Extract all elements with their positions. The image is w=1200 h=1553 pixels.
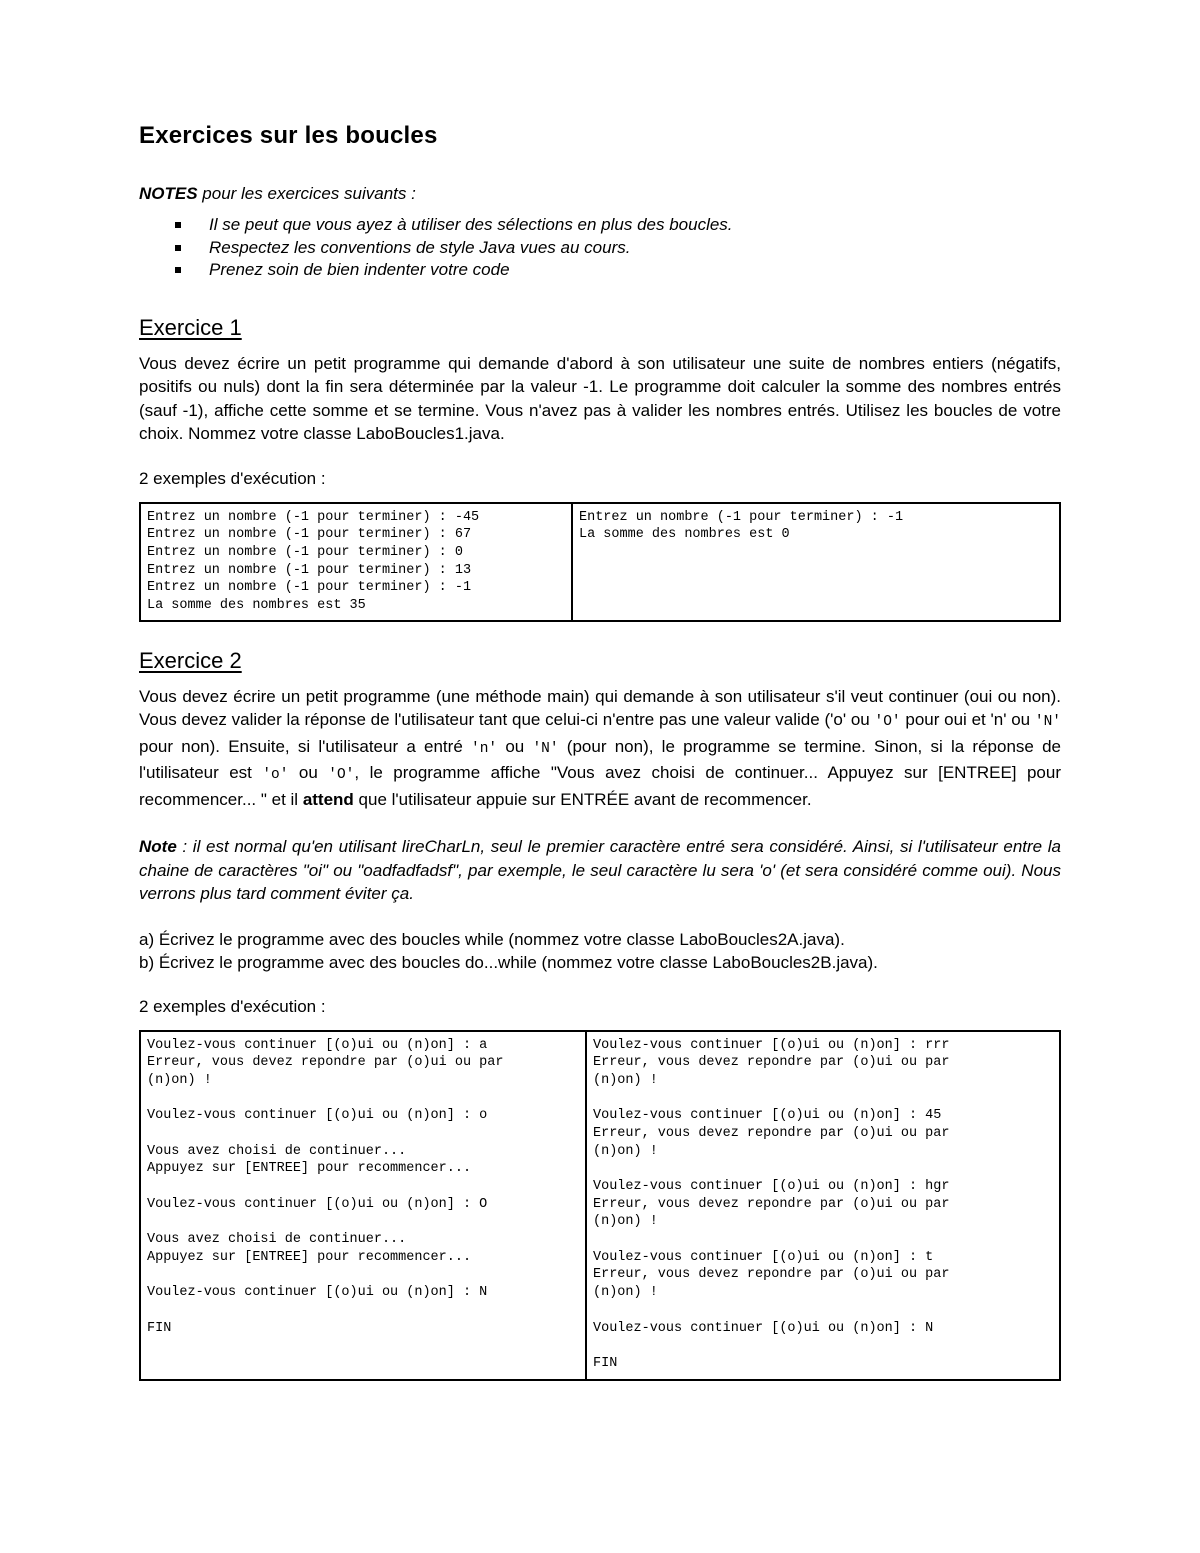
ex2-text: que l'utilisateur appuie sur ENTRÉE avant de recommencer. (353, 789, 812, 809)
console-line: Entrez un nombre (-1 pour terminer) : 67 (147, 527, 472, 543)
console-line: (n)on) ! (593, 1214, 658, 1230)
exercise1-examples-label: 2 exemples d'exécution : (139, 468, 326, 488)
console-line: Voulez-vous continuer [(o)ui ou (n)on] : 45 (593, 1108, 942, 1124)
console-line (147, 1302, 579, 1320)
console-line (593, 1231, 1053, 1249)
exercise2-note (139, 835, 1061, 906)
console-line: (n)on) ! (147, 1072, 212, 1088)
exercise2-run-left (140, 1031, 586, 1380)
ex2-text: ou (497, 736, 533, 756)
console-line (147, 1178, 579, 1196)
ex2-text: , le programme affiche "Vous avez choisi de continuer... Appuyez sur [ENTREE] pour recommencer... " et il (139, 763, 1061, 809)
ex2-code: 'N' (532, 740, 559, 757)
exercise2-examples-label: 2 exemples d'exécution : (139, 996, 326, 1016)
console-line: (n)on) ! (593, 1285, 658, 1301)
ex2-text: pour non). Ensuite, si l'utilisateur a entré (139, 736, 471, 756)
console-line: FIN (147, 1320, 172, 1336)
ex2-code: 'o' (262, 767, 289, 783)
console-line (593, 1160, 1053, 1178)
exercise1-paragraph: Vous devez écrire un petit programme qui demande d'abord à son utilisateur une suite de nombres entiers (négatifs, positifs ou nuls) dont la fin sera déterminée par la valeur -1. Le programme doit calculer la somme des nombres entrés (sauf -1), affiche cette somme et se termine. Vous n'avez pas à valider les nombres entrés. Utilisez les boucles de votre choix. Nommez votre classe LaboBoucles1.java. (139, 353, 1061, 443)
exercise2-heading: Exercice 2 (139, 647, 242, 673)
ex2-text: ou (288, 763, 329, 782)
console-line: Entrez un nombre (-1 pour terminer) : -45 (147, 509, 480, 525)
exercise2-items (139, 928, 1061, 975)
console-line: Voulez-vous continuer [(o)ui ou (n)on] : N (593, 1320, 934, 1336)
console-line: Vous avez choisi de continuer... (147, 1232, 407, 1248)
console-line: Voulez-vous continuer [(o)ui ou (n)on] : t (593, 1249, 934, 1265)
notes-label: NOTES (139, 184, 198, 203)
ex2-bold-attend: attend (302, 789, 354, 809)
console-line: FIN (593, 1355, 618, 1371)
note-text: : il est normal qu'en utilisant lireCharLn, seul le premier caractère entré sera considéré. Ainsi, si l'utilisateur entre la chaine de caractères "oi" ou "oadfadfadsf", par exemple, le seul caractère lu sera 'o' (et sera considéré comme oui). Nous verrons plus tard comment éviter ça. (139, 837, 1061, 903)
console-line (147, 1213, 579, 1231)
console-line: Vous avez choisi de continuer... (147, 1143, 407, 1159)
console-line: Voulez-vous continuer [(o)ui ou (n)on] : rrr (593, 1037, 950, 1053)
notes-item: Prenez soin de bien indenter votre code (139, 259, 1061, 282)
ex2-text: pour oui et 'n' ou (900, 710, 1035, 729)
page-title: Exercices sur les boucles (139, 122, 438, 149)
console-line: Entrez un nombre (-1 pour terminer) : 0 (147, 544, 463, 560)
exercise2-item-a: a) Écrivez le programme avec des boucles while (nommez votre classe LaboBoucles2A.java). (139, 929, 845, 949)
ex2-code: 'N' (1034, 714, 1061, 730)
notes-intro (139, 184, 1061, 204)
console-line (593, 1337, 1053, 1355)
exercise2-paragraph (139, 685, 1061, 812)
console-line: Erreur, vous devez repondre par (o)ui ou par (593, 1267, 950, 1283)
exercise1-run-right (572, 503, 1060, 621)
note-label: Note (139, 837, 177, 856)
exercise2-item-b: b) Écrivez le programme avec des boucles do...while (nommez votre classe LaboBoucles2B.java). (139, 953, 878, 972)
console-line (593, 1090, 1053, 1108)
ex2-text: Vous devez écrire un petit programme (une méthode main) qui demande à son utilisateur s'il veut continuer (oui ou non). Vous devez valider la réponse de l'utilisateur tant que celui-ci n'entre pas une valeur valide ('o' ou (139, 686, 1061, 729)
console-line: Erreur, vous devez repondre par (o)ui ou par (147, 1055, 504, 1071)
console-line: Erreur, vous devez repondre par (o)ui ou par (593, 1125, 950, 1141)
exercise1-run-table (139, 502, 1061, 622)
console-line: Voulez-vous continuer [(o)ui ou (n)on] : hgr (593, 1179, 950, 1194)
console-line: (n)on) ! (593, 1143, 658, 1159)
exercise2-run-right (586, 1031, 1060, 1380)
exercise2-run-table (139, 1030, 1061, 1381)
console-line: Entrez un nombre (-1 pour terminer) : -1 (579, 509, 904, 525)
console-line: Erreur, vous devez repondre par (o)ui ou par (593, 1196, 950, 1212)
console-line: Appuyez sur [ENTREE] pour recommencer... (147, 1161, 472, 1177)
ex2-text: (pour non), le programme se termine. Sinon, si la réponse de l'utilisateur est (139, 736, 1061, 782)
notes-item: Il se peut que vous ayez à utiliser des sélections en plus des boucles. (139, 214, 1061, 237)
notes-intro-text: pour les exercices suivants : (197, 184, 416, 203)
console-line: Voulez-vous continuer [(o)ui ou (n)on] : N (147, 1285, 488, 1301)
console-line: (n)on) ! (593, 1072, 658, 1088)
console-line: Erreur, vous devez repondre par (o)ui ou par (593, 1055, 950, 1071)
notes-item: Respectez les conventions de style Java vues au cours. (139, 237, 1061, 260)
document-page (139, 122, 1061, 1381)
console-line (147, 1125, 579, 1143)
ex2-code: 'n' (471, 740, 498, 757)
ex2-code: 'O' (328, 767, 355, 783)
console-line (147, 1266, 579, 1284)
exercise1-heading: Exercice 1 (139, 314, 242, 340)
console-line: La somme des nombres est 0 (579, 527, 790, 543)
console-line: Voulez-vous continuer [(o)ui ou (n)on] : o (147, 1108, 488, 1124)
console-line: La somme des nombres est 35 (147, 597, 366, 613)
console-line: Entrez un nombre (-1 pour terminer) : -1 (147, 580, 472, 596)
console-line: Voulez-vous continuer [(o)ui ou (n)on] : O (147, 1196, 488, 1212)
notes-list (139, 214, 1061, 282)
exercise1-run-left (140, 503, 572, 621)
console-line: Appuyez sur [ENTREE] pour recommencer... (147, 1249, 472, 1265)
ex2-code: 'O' (874, 714, 901, 730)
console-line: Voulez-vous continuer [(o)ui ou (n)on] : a (147, 1037, 488, 1053)
console-line: Entrez un nombre (-1 pour terminer) : 13 (147, 562, 472, 578)
console-line (593, 1302, 1053, 1320)
console-line (147, 1090, 579, 1108)
